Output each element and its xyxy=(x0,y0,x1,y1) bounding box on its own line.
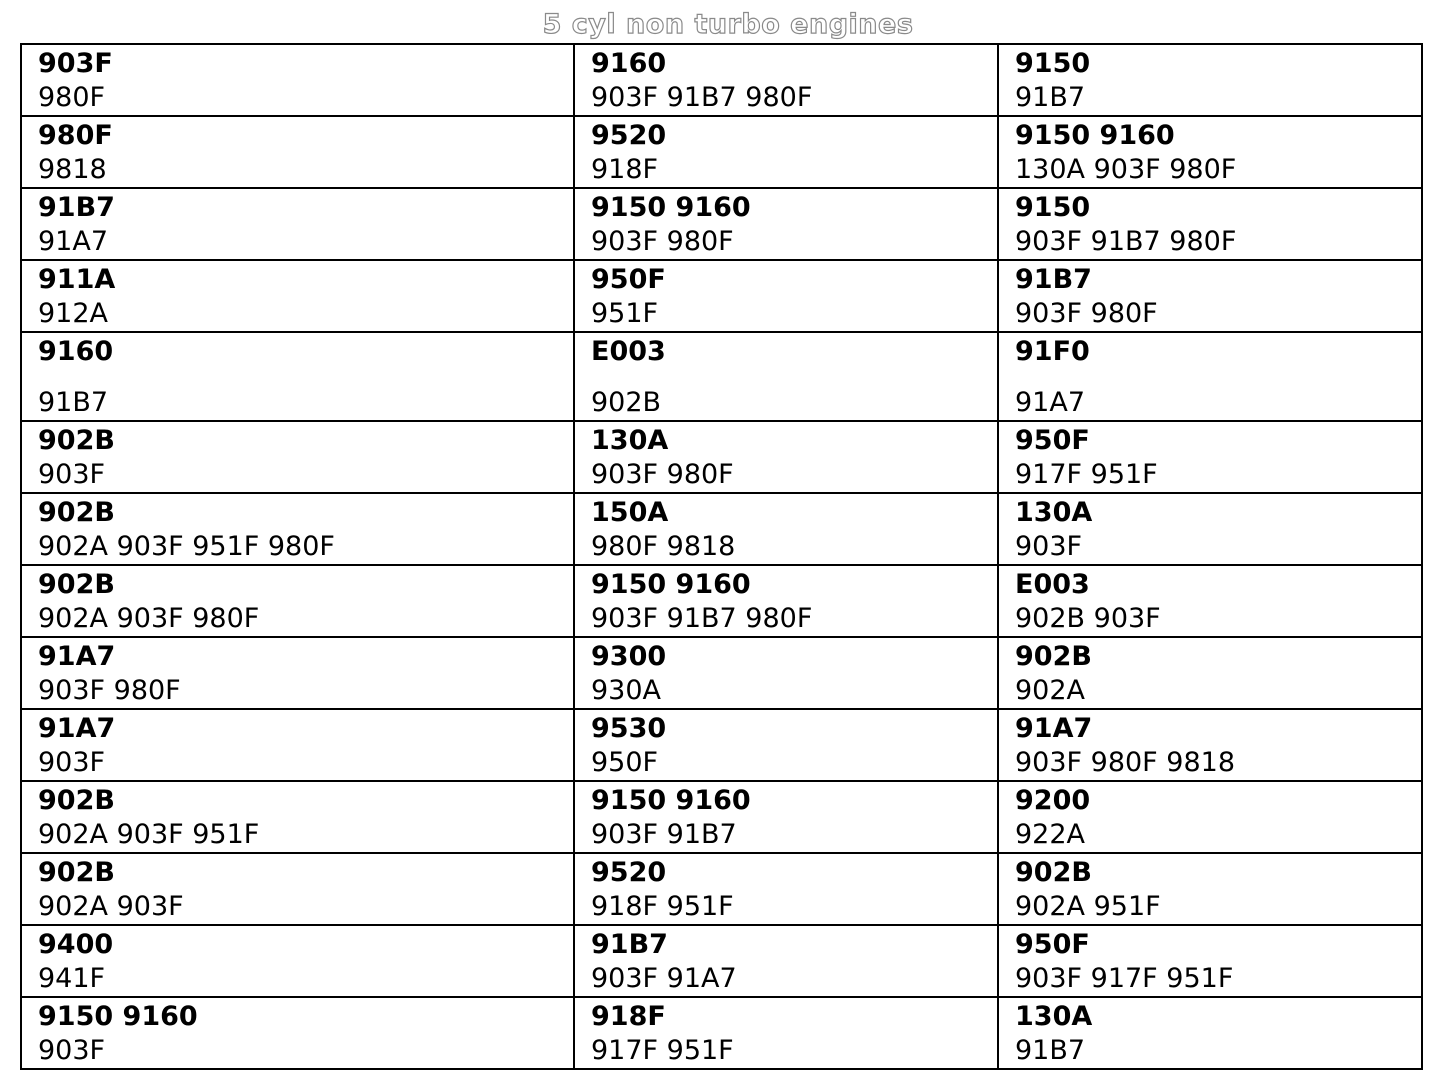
cell-primary-code: 902B xyxy=(38,425,115,456)
cell-primary-code: 9150 xyxy=(1015,192,1091,223)
table-cell xyxy=(574,44,998,116)
cell-secondary-codes: 903F 91B7 980F xyxy=(1015,226,1237,257)
cell-secondary-codes: 917F 951F xyxy=(1015,459,1158,490)
table-cell xyxy=(574,260,998,332)
table-row xyxy=(21,421,1422,493)
cell-secondary-codes: 980F 9818 xyxy=(591,531,736,562)
table-cell xyxy=(574,781,998,853)
cell-primary-code: 902B xyxy=(38,785,115,816)
cell-primary-code: 903F xyxy=(38,48,113,79)
cell-secondary-codes: 903F 980F xyxy=(38,675,181,706)
table-row xyxy=(21,925,1422,997)
cell-secondary-codes: 902A 951F xyxy=(1015,891,1161,922)
cell-primary-code: 9300 xyxy=(591,641,667,672)
cell-primary-code: 9520 xyxy=(591,857,667,888)
table-row xyxy=(21,637,1422,709)
cell-primary-code: 91B7 xyxy=(591,929,668,960)
table-cell xyxy=(21,44,574,116)
table-cell xyxy=(21,925,574,997)
cell-primary-code: 950F xyxy=(1015,929,1090,960)
table-cell xyxy=(998,637,1422,709)
cell-secondary-codes: 918F xyxy=(591,154,659,185)
cell-primary-code: 130A xyxy=(591,425,669,456)
cell-primary-code: 91A7 xyxy=(38,641,116,672)
cell-primary-code: 91A7 xyxy=(1015,713,1093,744)
cell-secondary-codes: 903F 91A7 xyxy=(591,963,737,994)
table-cell xyxy=(21,260,574,332)
cell-primary-code: 902B xyxy=(38,497,115,528)
table-cell xyxy=(574,116,998,188)
cell-secondary-codes: 902A 903F 951F 980F xyxy=(38,531,335,562)
table-cell xyxy=(998,493,1422,565)
cell-primary-code: 91B7 xyxy=(38,192,115,223)
cell-secondary-codes: 91A7 xyxy=(1015,387,1086,418)
table-cell xyxy=(21,781,574,853)
cell-secondary-codes: 903F xyxy=(1015,531,1083,562)
table-cell xyxy=(21,709,574,781)
table-row xyxy=(21,332,1422,421)
table-cell xyxy=(574,493,998,565)
table-cell xyxy=(998,709,1422,781)
cell-secondary-codes: 902B 903F xyxy=(1015,603,1161,634)
table-cell xyxy=(21,637,574,709)
cell-primary-code: E003 xyxy=(591,336,666,367)
cell-primary-code: 9150 9160 xyxy=(591,192,751,223)
table-cell xyxy=(574,565,998,637)
cell-secondary-codes: 130A 903F 980F xyxy=(1015,154,1237,185)
table-row xyxy=(21,997,1422,1069)
table-cell xyxy=(998,781,1422,853)
cell-secondary-codes: 903F 980F xyxy=(1015,298,1158,329)
cell-secondary-codes: 903F xyxy=(38,1035,106,1066)
table-cell xyxy=(998,332,1422,421)
table-cell xyxy=(574,925,998,997)
cell-secondary-codes: 922A xyxy=(1015,819,1086,850)
table-cell xyxy=(21,116,574,188)
table-cell xyxy=(21,493,574,565)
table-cell xyxy=(998,565,1422,637)
cell-secondary-codes: 902A xyxy=(1015,675,1086,706)
table-cell xyxy=(574,637,998,709)
table-cell xyxy=(998,421,1422,493)
cell-secondary-codes: 9818 xyxy=(38,154,107,185)
table-cell xyxy=(998,925,1422,997)
table-row xyxy=(21,44,1422,116)
cell-primary-code: 9530 xyxy=(591,713,667,744)
cell-secondary-codes: 903F 91B7 980F xyxy=(591,603,813,634)
cell-primary-code: 9150 9160 xyxy=(591,785,751,816)
cell-secondary-codes: 903F xyxy=(38,747,106,778)
table-cell xyxy=(21,997,574,1069)
cell-secondary-codes: 91B7 xyxy=(1015,82,1086,113)
cell-secondary-codes: 951F xyxy=(591,298,659,329)
table-cell xyxy=(998,188,1422,260)
cell-secondary-codes: 91B7 xyxy=(1015,1035,1086,1066)
table-row xyxy=(21,116,1422,188)
cell-secondary-codes: 950F xyxy=(591,747,659,778)
cell-secondary-codes: 917F 951F xyxy=(591,1035,734,1066)
cell-secondary-codes: 903F 980F 9818 xyxy=(1015,747,1236,778)
table-cell xyxy=(21,853,574,925)
cell-primary-code: 902B xyxy=(1015,857,1092,888)
cell-primary-code: 902B xyxy=(38,857,115,888)
table-row xyxy=(21,853,1422,925)
cell-primary-code: 9200 xyxy=(1015,785,1091,816)
cell-primary-code: 91B7 xyxy=(1015,264,1092,295)
cell-primary-code: 918F xyxy=(591,1001,666,1032)
cell-secondary-codes: 902A 903F 980F xyxy=(38,603,260,634)
cell-primary-code: E003 xyxy=(1015,569,1090,600)
cell-secondary-codes: 912A xyxy=(38,298,109,329)
cell-primary-code: 9150 xyxy=(1015,48,1091,79)
cell-primary-code: 902B xyxy=(38,569,115,600)
cell-secondary-codes: 980F xyxy=(38,82,106,113)
cell-secondary-codes: 903F 980F xyxy=(591,226,734,257)
cell-secondary-codes: 941F xyxy=(38,963,106,994)
cell-secondary-codes: 918F 951F xyxy=(591,891,734,922)
cell-secondary-codes: 903F 91B7 980F xyxy=(591,82,813,113)
cell-primary-code: 150A xyxy=(591,497,669,528)
cell-secondary-codes: 903F 917F 951F xyxy=(1015,963,1234,994)
cell-primary-code: 91A7 xyxy=(38,713,116,744)
table-row xyxy=(21,188,1422,260)
page-title: 5 cyl non turbo engines xyxy=(542,9,914,40)
cell-secondary-codes: 91B7 xyxy=(38,387,109,418)
table-cell xyxy=(21,421,574,493)
table-row xyxy=(21,781,1422,853)
cell-secondary-codes: 902B xyxy=(591,387,662,418)
table-cell xyxy=(574,421,998,493)
table-cell xyxy=(998,997,1422,1069)
table-cell xyxy=(574,332,998,421)
table-cell xyxy=(574,997,998,1069)
cell-primary-code: 911A xyxy=(38,264,116,295)
cell-secondary-codes: 903F xyxy=(38,459,106,490)
cell-primary-code: 9160 xyxy=(591,48,667,79)
table-cell xyxy=(998,116,1422,188)
cell-primary-code: 9150 9160 xyxy=(1015,120,1175,151)
table-cell xyxy=(574,709,998,781)
table-row xyxy=(21,493,1422,565)
cell-primary-code: 91F0 xyxy=(1015,336,1090,367)
cell-secondary-codes: 91A7 xyxy=(38,226,109,257)
cell-primary-code: 130A xyxy=(1015,1001,1093,1032)
table-cell xyxy=(574,188,998,260)
table-cell xyxy=(998,260,1422,332)
table-cell xyxy=(21,332,574,421)
cell-primary-code: 9520 xyxy=(591,120,667,151)
table-row xyxy=(21,565,1422,637)
cell-primary-code: 9150 9160 xyxy=(38,1001,198,1032)
table-cell xyxy=(998,44,1422,116)
cell-primary-code: 950F xyxy=(591,264,666,295)
cell-secondary-codes: 902A 903F xyxy=(38,891,184,922)
cell-secondary-codes: 903F 980F xyxy=(591,459,734,490)
engine-code-table xyxy=(20,43,1423,1070)
cell-secondary-codes: 903F 91B7 xyxy=(591,819,737,850)
cell-primary-code: 9160 xyxy=(38,336,114,367)
cell-secondary-codes: 902A 903F 951F xyxy=(38,819,260,850)
table-row xyxy=(21,709,1422,781)
cell-primary-code: 9400 xyxy=(38,929,114,960)
cell-primary-code: 902B xyxy=(1015,641,1092,672)
cell-primary-code: 130A xyxy=(1015,497,1093,528)
table-cell xyxy=(21,188,574,260)
cell-primary-code: 980F xyxy=(38,120,113,151)
cell-primary-code: 950F xyxy=(1015,425,1090,456)
table-row xyxy=(21,260,1422,332)
cell-primary-code: 9150 9160 xyxy=(591,569,751,600)
cell-secondary-codes: 930A xyxy=(591,675,662,706)
table-cell xyxy=(574,853,998,925)
table-cell xyxy=(21,565,574,637)
table-cell xyxy=(998,853,1422,925)
